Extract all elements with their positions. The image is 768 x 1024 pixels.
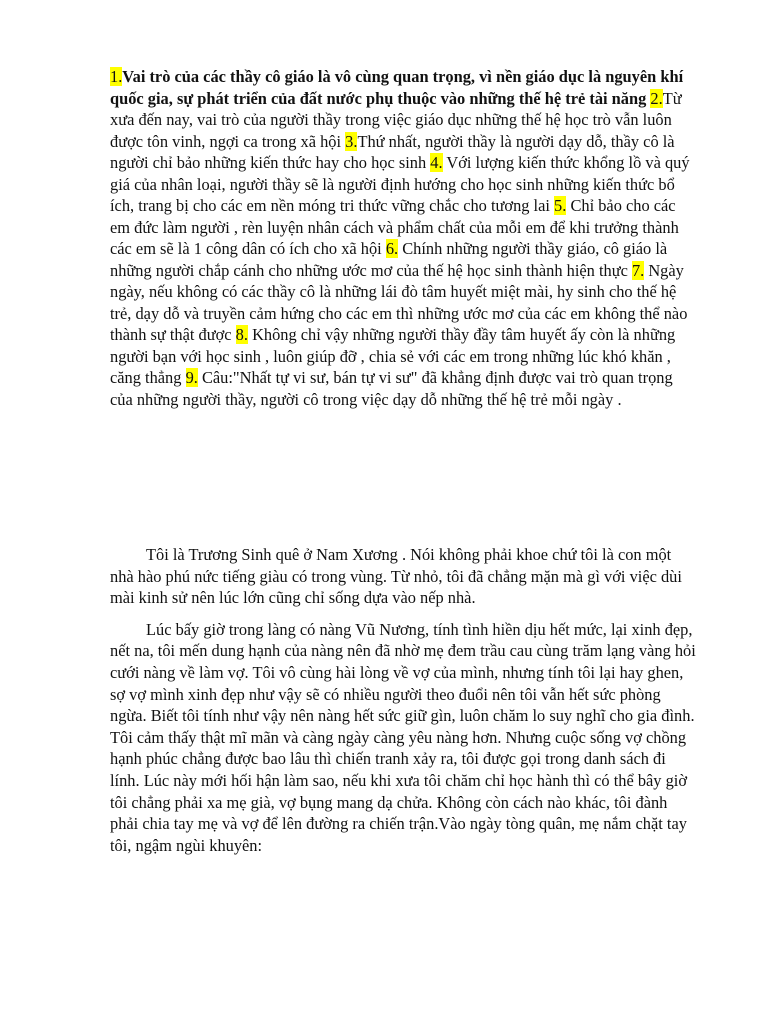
segment-4-text: Với lượng kiến thức khổng lồ và quý giá của nhân loại, người thầy sẽ là người định hướng cho học sinh những kiến thức bổ ích, trang bị cho các em nền móng tri thức vững chắc cho tương lai [110, 153, 690, 215]
highlight-number-2: 2. [650, 88, 663, 108]
story-paragraph-2: Lúc bấy giờ trong làng có nàng Vũ Nương, tính tình hiền dịu hết mức, lại xinh đẹp, nết na, tôi mến dung hạnh của nàng nên đã nhờ mẹ đem trầu cau cùng trăm lạng vàng hỏi cưới nàng về làm vợ. Tôi vô cùng hài lòng về vợ của mình, nhưng tính tôi lại hay ghen, sợ vợ mình xinh đẹp như vậy sẽ có nhiều người theo đuổi nên tôi vẫn hết sức phòng ngừa. Biết tôi tính như vậy nên nàng hết sức giữ gìn, luôn chăm lo suy nghĩ cho gia đình. Tôi cảm thấy thật mĩ mãn và càng ngày càng yêu nàng hơn. Nhưng cuộc sống vợ chồng hạnh phúc chẳng được bao lâu thì chiến tranh xảy ra, tôi được gọi trong danh sách đi lính. Lúc này mới hối hận làm sao, nếu khi xưa tôi chăm chỉ học hành thì có thể bây giờ tôi chẳng phải xa mẹ già, vợ bụng mang dạ chửa. Không còn cách nào khác, tôi đành phải chia tay mẹ và vợ để lên đường ra chiến trận.Vào ngày tòng quân, mẹ nắm chặt tay tôi, ngậm ngùi khuyên: [110, 619, 696, 855]
segment-1-text: Vai trò của các thầy cô giáo là vô cùng quan trọng, vì nền giáo dục là nguyên khí quốc gia, sự phát triển của đất nước phụ thuộc vào những thế hệ trẻ tài năng [110, 67, 684, 108]
story-paragraph-1: Tôi là Trương Sinh quê ở Nam Xương . Nói không phải khoe chứ tôi là con một nhà hào phú nức tiếng giàu có trong vùng. Từ nhỏ, tôi đã chẳng mặn mà gì với việc dùi mài kinh sử nên lúc lớn cũng chỉ sống dựa vào nếp nhà. [110, 545, 682, 608]
highlight-number-4: 4. [430, 153, 443, 172]
highlight-number-3: 3. [345, 131, 358, 151]
segment-3-text: Thứ nhất, người thầy là người dạy dỗ, thầy cô là người chỉ bảo những kiến thức hay cho học sinh [110, 131, 675, 172]
blank-space [110, 410, 696, 544]
segment-9-text: Câu:"Nhất tự vi sư, bán tự vi sư" đã khẳng định được vai trò quan trọng của những người thầy, người cô trong việc dạy dỗ những thế hệ trẻ mỗi ngày . [110, 368, 673, 409]
highlight-number-5: 5. [554, 196, 567, 215]
numbered-paragraph [110, 66, 696, 410]
segment-2-text: Từ xưa đến nay, vai trò của người thầy trong việc giáo dục những thế hệ học trò vẫn luôn được tôn vinh, ngợi ca trong xã hội [110, 88, 682, 151]
segment-8-text: Không chỉ vậy những người thầy đầy tâm huyết ấy còn là những người bạn với học sinh , luôn giúp đỡ , chia sẻ với các em trong những lúc khó khăn , căng thẳng [110, 325, 676, 387]
segment-5-text: Chỉ bảo cho các em đức làm người , rèn luyện nhân cách và phẩm chất của mỗi em để khi trưởng thành các em sẽ là 1 công dân có ích cho xã hội [110, 196, 679, 258]
highlight-number-6: 6. [385, 239, 399, 258]
segment-7-text: Ngày ngày, nếu không có các thầy cô là những lái đò tâm huyết miệt mài, hy sinh cho thế hệ trẻ, dạy dỗ và truyền cảm hứng cho các em thì những ước mơ của các em không thể nào thành sự thật được [110, 260, 688, 344]
segment-6-text: Chính những người thầy giáo, cô giáo là những người chắp cánh cho những ước mơ của thế hệ học sinh thành hiện thực [110, 239, 668, 280]
highlight-number-1: 1. [110, 67, 123, 86]
highlight-number-8: 8. [235, 325, 248, 344]
highlight-number-7: 7. [631, 260, 645, 280]
document-page [110, 66, 696, 866]
highlight-number-9: 9. [185, 368, 198, 387]
